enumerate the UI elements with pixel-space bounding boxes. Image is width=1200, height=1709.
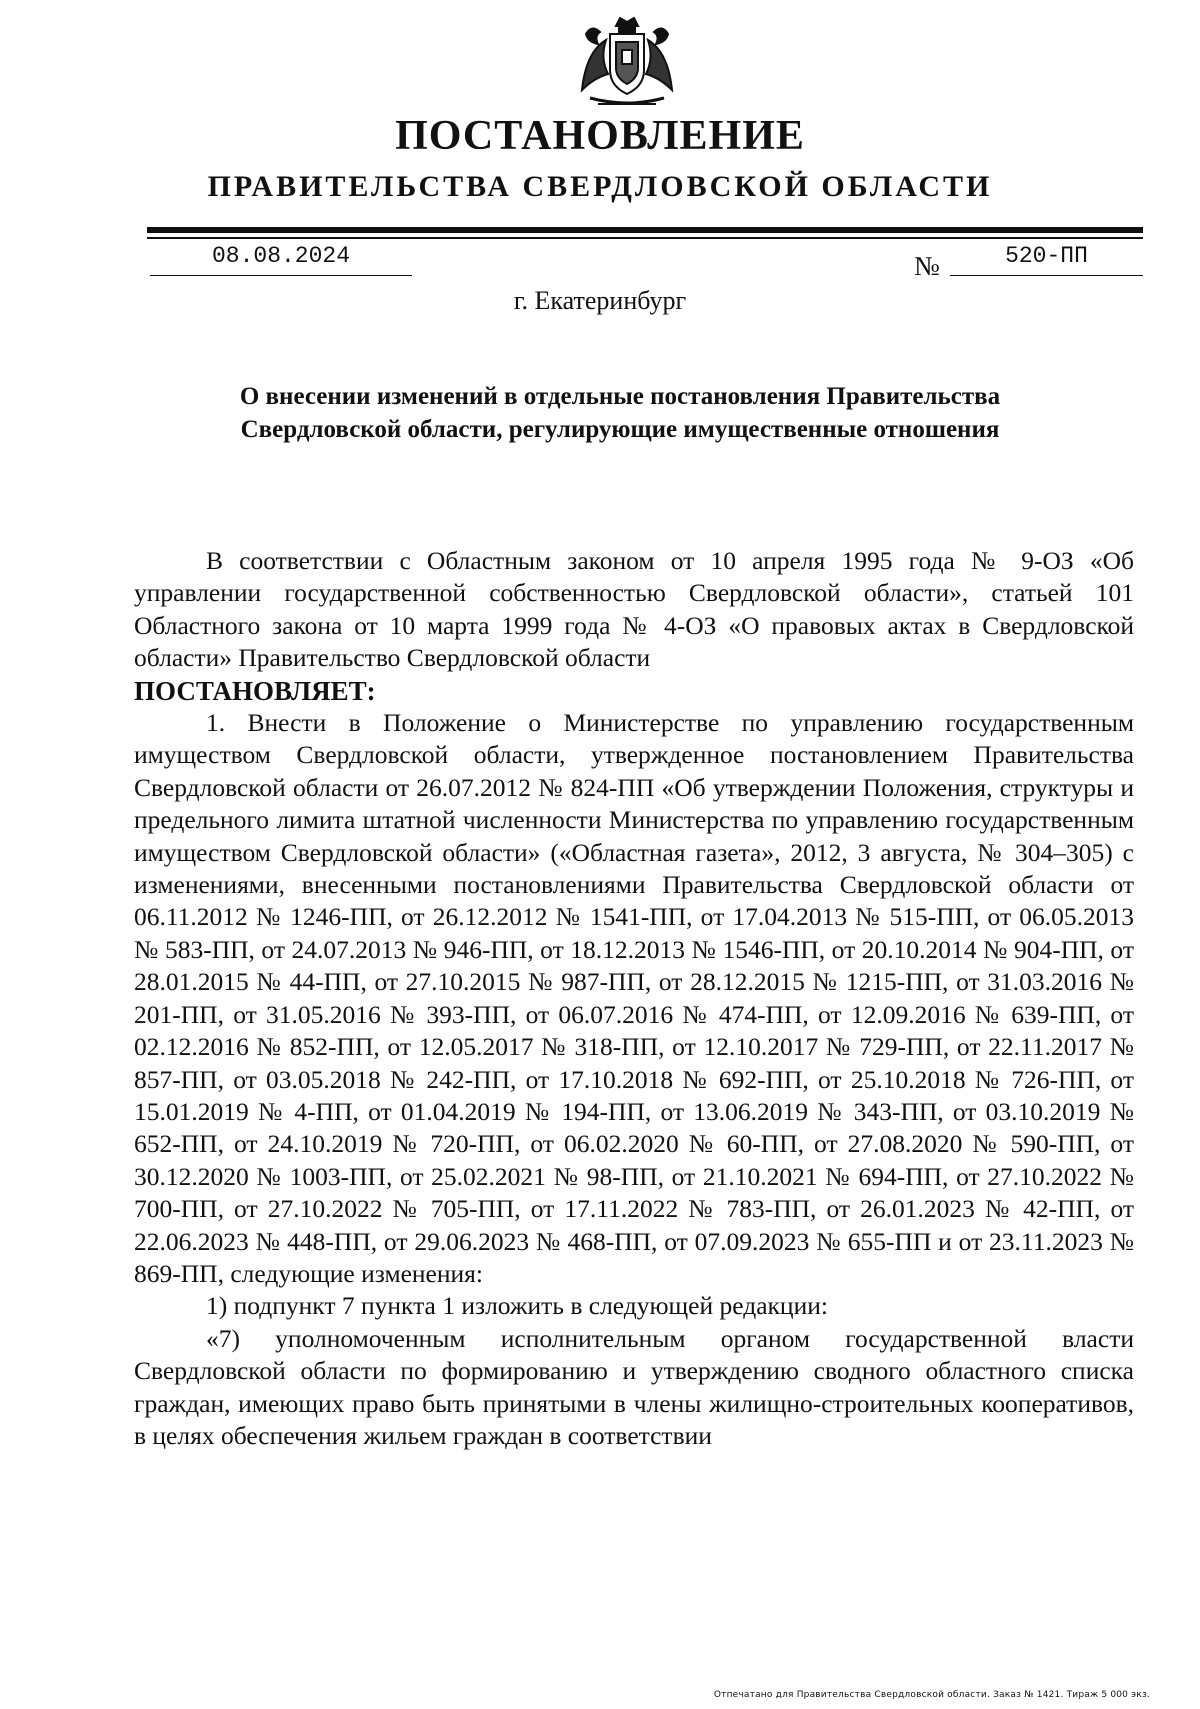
header-divider-thin (147, 237, 1143, 239)
document-date: 08.08.2024 (150, 243, 412, 276)
print-imprint: Отпечатано для Правительства Свердловской области. Заказ № 1421. Тираж 5 000 экз. (713, 1690, 1150, 1700)
item-1-paragraph: 1. Внести в Положение о Министерстве по управлению государственным имуществом Свердловской области, утвержденное постановлением Правительства Свердловской области от 26.07.2012 № 824-ПП «Об утверждении Положения, структуры и предельного лимита штатной численности Министерства по управлению государственным имуществом Свердловской области» («Областная газета», 2012, 3 августа, № 304–305) с изменениями, внесенными постановлениями Правительства Свердловской области от 06.11.2012 № 1246-ПП, от 26.12.2012 № 1541-ПП, от 17.04.2013 № 515-ПП, от 06.05.2013 № 583-ПП, от 24.07.2013 № 946-ПП, от 18.12.2013 № 1546-ПП, от 20.10.2014 № 904-ПП, от 28.01.2015 № 44-ПП, от 27.10.2015 № 987-ПП, от 28.12.2015 № 1215-ПП, от 31.03.2016 № 201-ПП, от 31.05.2016 № 393-ПП, от 06.07.2016 № 474-ПП, от 12.09.2016 № 639-ПП, от 02.12.2016 № 852-ПП, от 12.05.2017 № 318-ПП, от 12.10.2017 № 729-ПП, от 22.11.2017 № 857-ПП, от 03.05.2018 № 242-ПП, от 17.10.2018 № 692-ПП, от 25.10.2018 № 726-ПП, от 15.01.2019 № 4-ПП, от 01.04.2019 № 194-ПП, от 13.06.2019 № 343-ПП, от 03.10.2019 № 652-ПП, от 24.10.2019 № 720-ПП, от 06.02.2020 № 60-ПП, от 27.08.2020 № 590-ПП, от 30.12.2020 № 1003-ПП, от 25.02.2021 № 98-ПП, от 21.10.2021 № 694-ПП, от 27.10.2022 № 700-ПП, от 27.10.2022 № 705-ПП, от 17.11.2022 № 783-ПП, от 26.01.2023 № 42-ПП, от 22.06.2023 № 448-ПП, от 29.06.2023 № 468-ПП, от 07.09.2023 № 655-ПП и от 23.11.2023 № 869-ПП, следующие изменения: (134, 708, 1134, 1288)
number-sign: № (914, 251, 940, 281)
coat-of-arms-emblem (572, 12, 682, 112)
header-divider-thick (147, 227, 1143, 233)
resolution-heading: О внесении изменений в отдельные постановления Правительства Свердловской области, регулирующие имущественные отношения (239, 383, 1001, 443)
decree-word: ПОСТАНОВЛЯЕТ: (134, 675, 376, 706)
issue-city: г. Екатеринбург (513, 286, 687, 315)
issuer-name: ПРАВИТЕЛЬСТВА СВЕРДЛОВСКОЙ ОБЛАСТИ (207, 170, 993, 203)
preamble-paragraph: В соответствии с Областным законом от 10 апреля 1995 года № 9-ОЗ «Об управлении государственной собственностью Свердловской области», статьей 101 Областного закона от 10 марта 1999 года № 4-ОЗ «О правовых актах в Свердловской области» Правительство Свердловской области (134, 546, 1134, 673)
quoted-amendment-paragraph: «7) уполномоченным исполнительным органом государственной власти Свердловской области по формированию и утверждению сводного областного списка граждан, имеющих право быть принятыми в члены жилищно-строительных кооперативов, в целях обеспечения жильем граждан в соответствии (134, 1323, 1134, 1450)
document-title: ПОСТАНОВЛЕНИЕ (395, 113, 805, 159)
subitem-1-paragraph: 1) подпункт 7 пункта 1 изложить в следующей редакции: (206, 1291, 828, 1321)
document-body (134, 545, 1134, 1452)
document-number: 520-ПП (950, 243, 1143, 276)
